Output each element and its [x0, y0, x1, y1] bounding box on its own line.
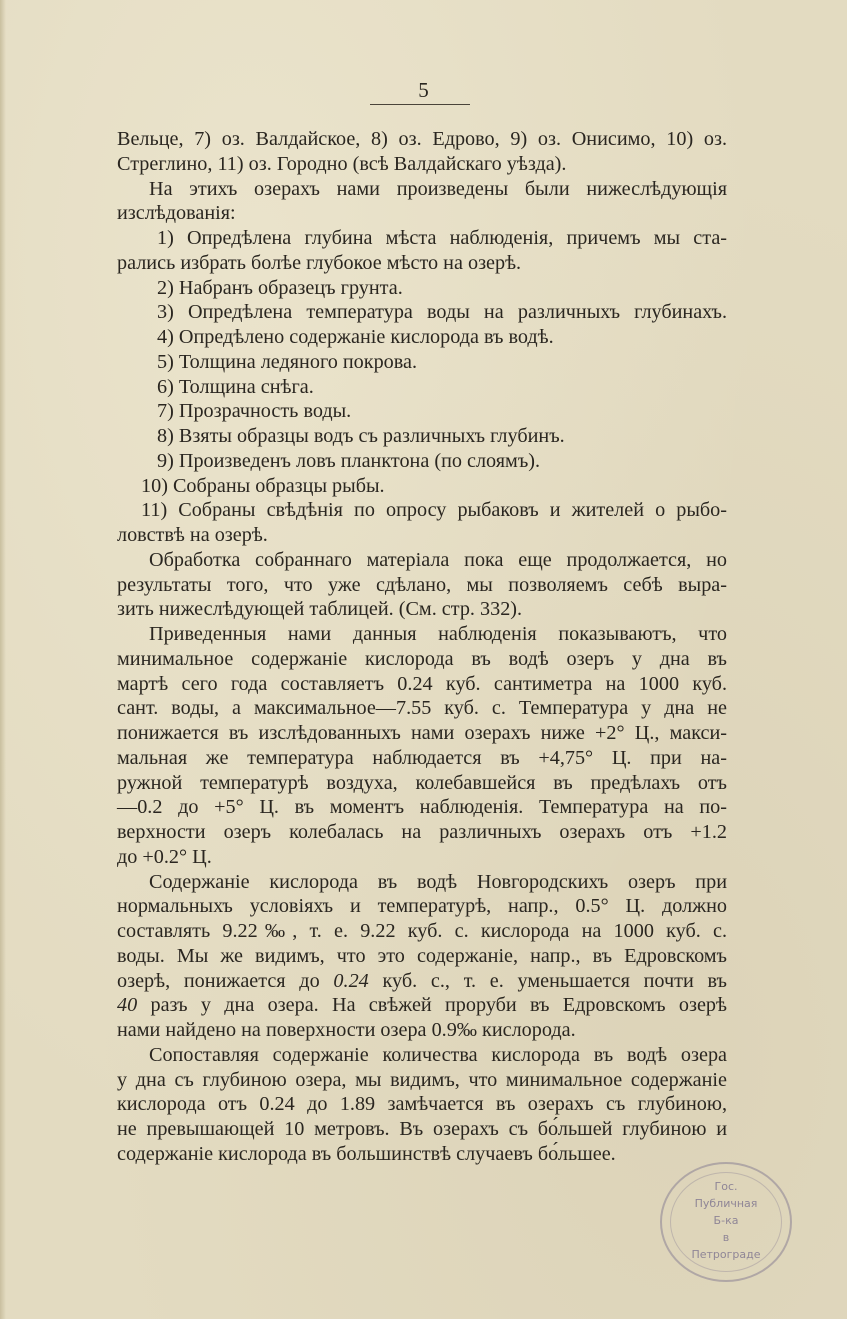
text-line: зить нижеслѣдующей таблицей. (См. стр. 332).: [117, 598, 523, 621]
stamp-text: Гос.: [714, 1180, 738, 1193]
text-line: верхности озеръ колебалась на различныхъ озерахъ отъ +1.2: [117, 821, 727, 843]
paragraph-start: Обработка собраннаго матеріала пока еще продолжается, но: [149, 548, 727, 571]
stamp-text: в: [722, 1231, 730, 1244]
text-line: мальная же температура наблюдается въ +4,75° Ц. при на-: [117, 746, 727, 769]
text-line: у дна съ глубиною озера, мы видимъ, что минимальное содержаніе: [117, 1068, 727, 1091]
list-item: 11) Собраны свѣдѣнія по опросу рыбаковъ и жителей о рыбо-: [141, 499, 727, 522]
text-line: до +0.2° Ц.: [117, 845, 212, 868]
library-stamp: [660, 1162, 792, 1282]
list-item: 6) Толщина снѣга.: [157, 375, 314, 398]
text-line: не превышающей 10 метровъ. Въ озерахъ съ бо́льшей глубиною и: [117, 1118, 727, 1140]
text-line: минимальное содержаніе кислорода въ водѣ озеръ у дна въ: [117, 647, 727, 670]
text-line: мартѣ сего года составляетъ 0.24 куб. сантиметра на 1000 куб.: [117, 672, 727, 695]
text-span: озерѣ, понижается до: [117, 969, 334, 992]
stamp-lines: [662, 1178, 790, 1263]
text-line: содержаніе кислорода въ большинствѣ случаевъ бо́льшее.: [117, 1142, 616, 1165]
list-item: 9) Произведенъ ловъ планктона (по слоямъ).: [157, 449, 541, 472]
stamp-text: Публичная: [694, 1197, 758, 1210]
paragraph-start: Сопоставляя содержаніе количества кислорода въ водѣ озера: [149, 1043, 727, 1066]
text-line: сант. воды, а максимальное—7.55 куб. с. Температура у дна не: [117, 697, 727, 720]
text-line: [117, 969, 727, 994]
italic-number: 40: [117, 994, 138, 1017]
text-line: —0.2 до +5° Ц. въ моментъ наблюденія. Температура на по-: [117, 796, 727, 819]
text-line: понижается въ изслѣдованныхъ нами озерахъ ниже +2° Ц., макси-: [117, 722, 727, 744]
list-item: 2) Набранъ образецъ грунта.: [157, 276, 403, 299]
list-item: 3) Опредѣлена температура воды на различныхъ глубинахъ.: [157, 301, 727, 324]
stamp-text: Б-ка: [713, 1214, 739, 1227]
page-number: 5: [418, 78, 429, 102]
text-line: рались избрать болѣе глубокое мѣсто на озерѣ.: [117, 251, 522, 274]
paragraph-start: Содержаніе кислорода въ водѣ Новгородскихъ озеръ при: [149, 870, 727, 893]
body-text: [117, 127, 727, 1167]
text-line: нами найдено на поверхности озера 0.9‰ кислорода.: [117, 1019, 576, 1041]
text-span: куб. с., т. е. уменьшается почти въ: [368, 969, 727, 992]
text-line: воды. Мы же видимъ, что это содержаніе, напр., въ Едровскомъ: [117, 944, 727, 967]
text-line: ловствѣ на озерѣ.: [117, 524, 268, 546]
italic-number: 0.24: [333, 969, 369, 992]
paragraph-start: Приведенныя нами данныя наблюденія показываютъ, что: [149, 623, 727, 645]
text-line: нормальныхъ условіяхъ и температурѣ, напр., 0.5° Ц. должно: [117, 895, 727, 918]
text-line: составлять 9.22‰, т. е. 9.22 куб. с. кислорода на 1000 куб. с.: [117, 920, 727, 942]
stamp-text: Петрограде: [691, 1248, 761, 1261]
page-edge: [0, 0, 6, 1319]
text-line: ружной температурѣ воздуха, колебавшейся въ предѣлахъ отъ: [117, 771, 727, 794]
list-item: 4) Опредѣлено содержаніе кислорода въ водѣ.: [157, 326, 554, 348]
text-line: результаты того, что уже сдѣлано, мы позволяемъ себѣ выра-: [117, 573, 727, 596]
text-line: [117, 993, 727, 1018]
list-item: 8) Взяты образцы водъ съ различныхъ глубинъ.: [157, 425, 565, 447]
list-item: 10) Собраны образцы рыбы.: [141, 474, 385, 497]
text-line: изслѣдованія:: [117, 202, 236, 225]
list-item: 5) Толщина ледяного покрова.: [157, 350, 418, 373]
text-line: Вельце, 7) оз. Валдайское, 8) оз. Едрово, 9) оз. Онисимо, 10) оз.: [117, 128, 727, 150]
header-rule: [370, 104, 470, 105]
text-line: Стреглино, 11) оз. Городно (всѣ Валдайскаго уѣзда).: [117, 152, 567, 175]
list-item: 7) Прозрачность воды.: [157, 400, 352, 423]
text-line: кислорода отъ 0.24 до 1.89 замѣчается въ озерахъ съ глубиною,: [117, 1093, 727, 1116]
list-item: 1) Опредѣлена глубина мѣста наблюденія, причемъ мы ста-: [157, 227, 727, 249]
paragraph-start: На этихъ озерахъ нами произведены были нижеслѣдующія: [149, 177, 727, 200]
text-span: разъ у дна озера. На свѣжей проруби въ Едровскомъ озерѣ: [137, 994, 727, 1017]
